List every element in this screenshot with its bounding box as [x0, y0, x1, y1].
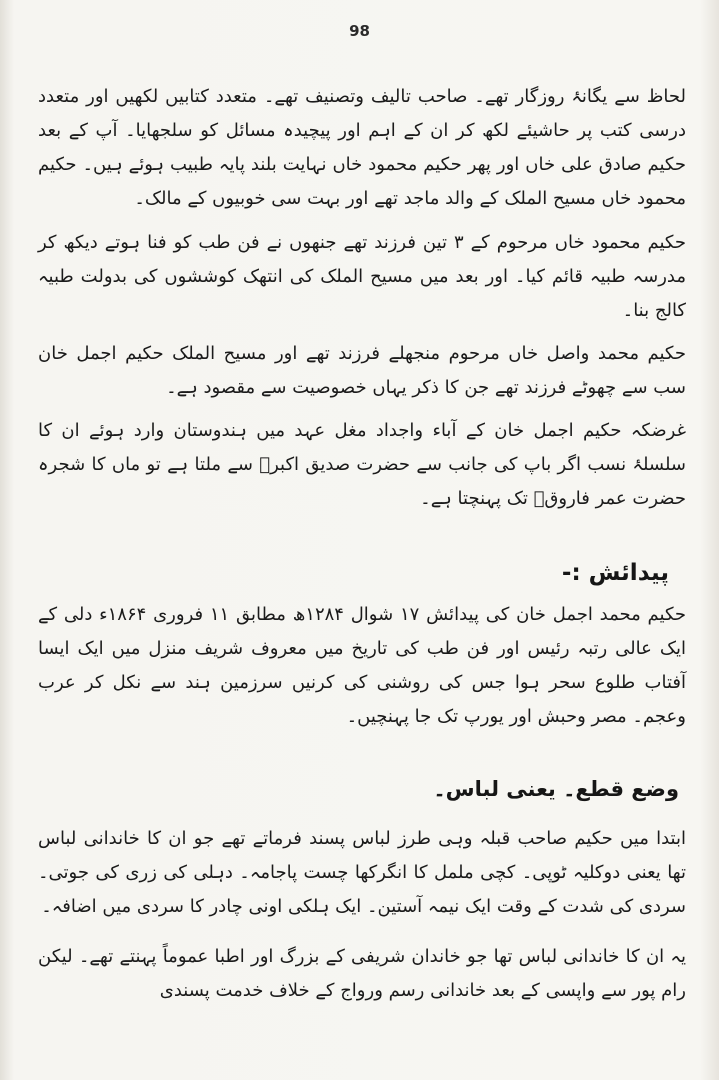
paragraph-text: غرضکہ حکیم اجمل خان کے آباء واجداد مغل عہد میں ہندوستان وارد ہوئے ان کا سلسلۂ نسب اگر باپ کی جانب سے حضرت صدیق اکبرؓ سے ملتا ہے تو ماں کا شجرہ حضرت عمر فاروقؓ تک پہنچتا ہے۔ [38, 420, 686, 509]
paragraph-text: حکیم محمد واصل خاں مرحوم منجھلے فرزند تھے اور مسیح الملک حکیم اجمل خان سب سے چھوٹے فرزند تھے جن کا ذکر یہاں خصوصیت سے مقصود ہے۔ [38, 343, 686, 398]
paragraph-lineage [38, 414, 686, 516]
heading-attire: وضع قطع۔ یعنی لباس۔ [433, 777, 679, 801]
paragraph-dress [38, 822, 686, 924]
page-number: 98 [349, 22, 370, 40]
paragraph-madrasa-tibbiya [38, 226, 686, 328]
paragraph-text: حکیم محمد اجمل خان کی پیدائش ۱۷ شوال ۱۲۸۴ھ مطابق ۱۱ فروری ۱۸۶۴ء دلی کے ایک عالی رتبہ رئیس اور فن طب کی تاریخ میں معروف شریف منزل میں ایک ایسا آفتاب طلوع سحر ہوا جس کی روشنی کی کرنیں سرزمین ہند سے نکل کر عرب وعجم۔ مصر وحبش اور یورپ تک جا پہنچیں۔ [38, 604, 687, 727]
paragraph-text: لحاظ سے یگانۂ روزگار تھے۔ صاحب تالیف وتصنیف تھے۔ متعدد کتابیں لکھیں اور متعدد درسی کتب پر حاشیئے لکھ کر ان کے اہم اور پیچیدہ مسائل کو سلجھایا۔ آپ کے بعد حکیم صادق علی خاں اور پھر حکیم محمود خاں نہایت بلند پایہ طبیب ہوئے ہیں۔ حکیم محمود خاں مسیح الملک کے والد ماجد تھے اور بہت سی خوبیوں کے مالک۔ [38, 86, 686, 209]
paragraph-family-dress [38, 940, 686, 1008]
heading-birth: پیدائش :- [561, 560, 669, 586]
paragraph-text: حکیم محمود خاں مرحوم کے ۳ تین فرزند تھے جنھوں نے فن طب کو فنا ہوتے دیکھ کر مدرسہ طبیہ قائم کیا۔ اور بعد میں مسیح الملک کی انتھک کوششوں کی بدولت طبیہ کالج بنا۔ [38, 232, 686, 321]
paragraph-scholarship [38, 80, 686, 216]
paragraph-sons [38, 337, 686, 405]
paragraph-text: ابتدا میں حکیم صاحب قبلہ وہی طرز لباس پسند فرماتے تھے جو ان کا خاندانی لباس تھا یعنی دوکلیہ ٹوپی۔ کچی ململ کا انگرکھا چست پاجامہ۔ دہلی کی زری کی جوتی۔ سردی کی شدت کے وقت ایک نیمہ آستین۔ ایک ہلکی اونی چادر کا سردی میں اضافہ۔ [38, 828, 686, 917]
paragraph-birth [38, 598, 686, 734]
paragraph-text: یہ ان کا خاندانی لباس تھا جو خاندان شریفی کے بزرگ اور اطبا عموماً پہنتے تھے۔ لیکن رام پور سے واپسی کے بعد خاندانی رسم ورواج کے خلاف خدمت پسندی [38, 946, 686, 1001]
